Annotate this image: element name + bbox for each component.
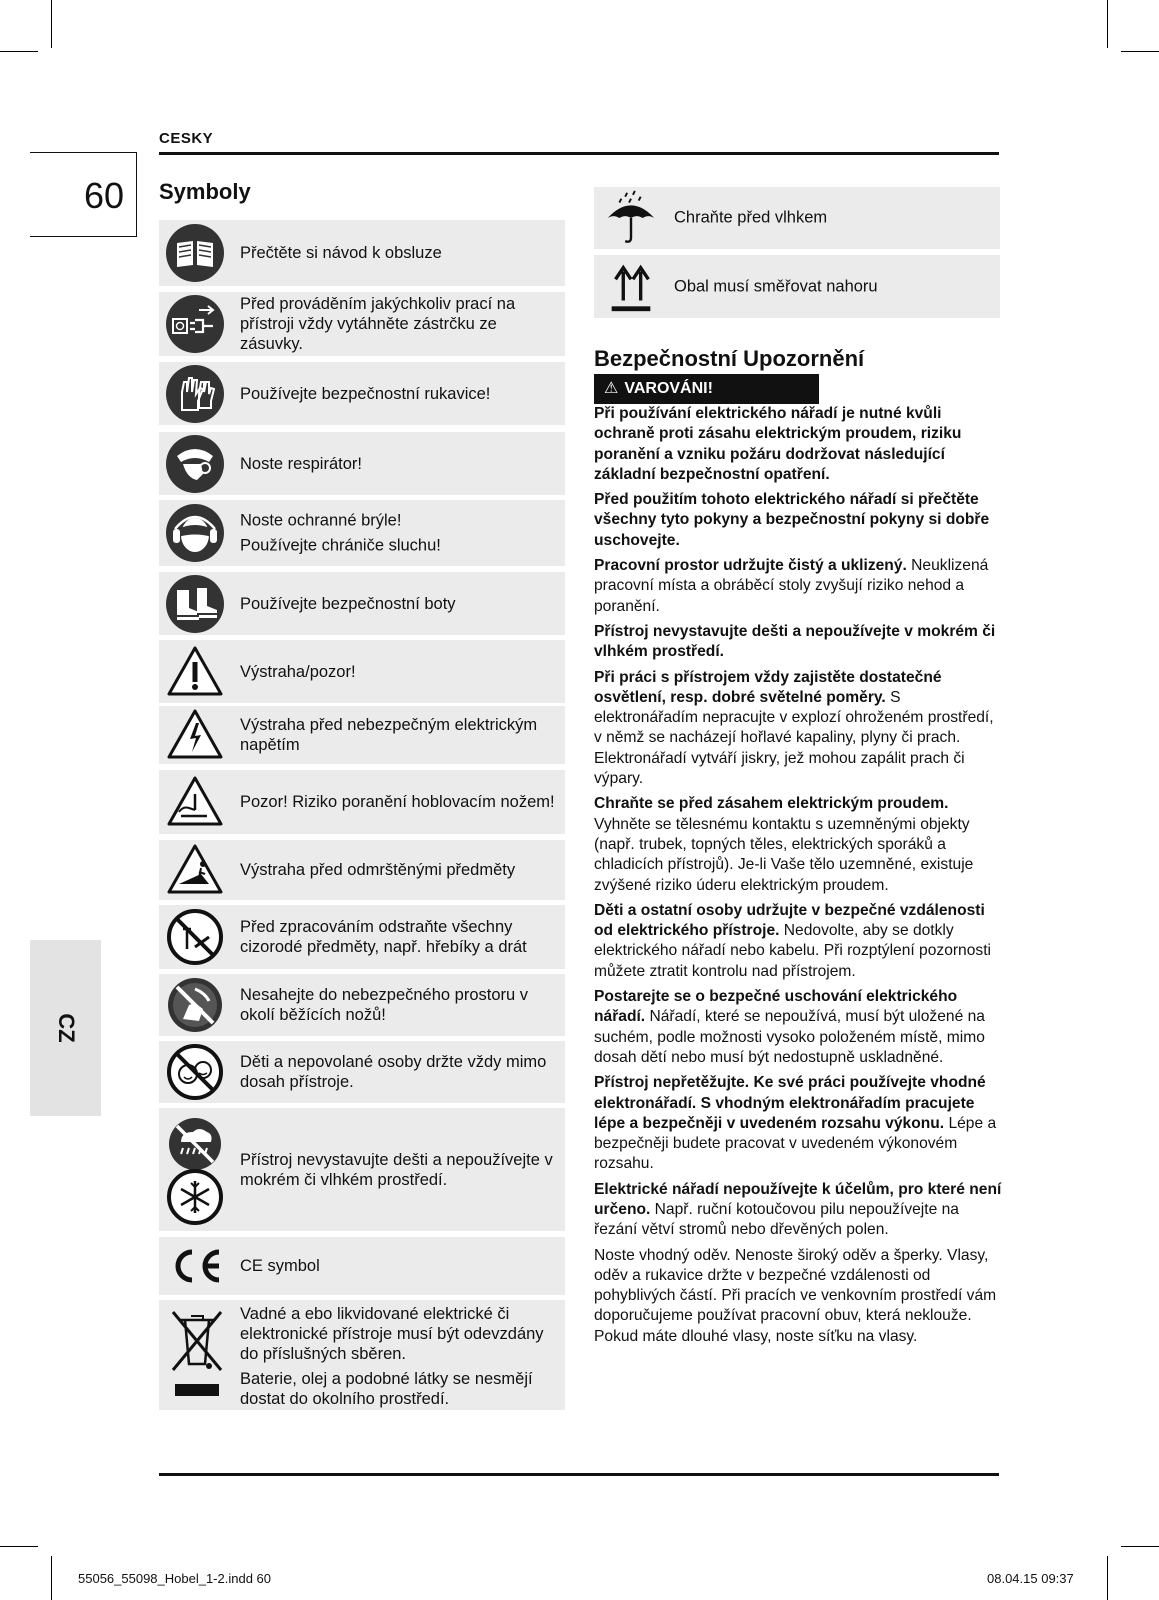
unplug-icon — [165, 294, 225, 354]
crop-mark — [51, 1556, 52, 1600]
symbol-row — [159, 974, 565, 1036]
crop-mark — [0, 51, 38, 52]
safety-text — [594, 404, 1004, 1352]
symbol-text: Výstraha před odmrštěnými předměty — [240, 861, 516, 879]
no-rain-icon — [165, 1114, 225, 1174]
this-side-up-icon — [602, 258, 660, 316]
symbol-row — [159, 572, 565, 635]
safety-paragraph: Děti a ostatní osoby udržujte v bezpečné vzdálenosti od elektrického přístroje. Nedovolte, aby se dotkly elektrického nářadí nebo kabelu. Při rozptýlení pozornosti můžete ztratit kontrolu nad přístrojem. — [594, 901, 992, 980]
symbol-text: Obal musí směřovat nahoru — [674, 277, 878, 295]
symbol-text: Nesahejte do nebezpečného prostoru v okolí běžících nožů! — [240, 986, 529, 1024]
symbol-row — [159, 640, 565, 703]
symbol-text: CE symbol — [240, 1257, 320, 1275]
crop-mark — [51, 0, 52, 48]
crop-mark — [0, 1546, 38, 1547]
safety-paragraph: Chraňte se před zásahem elektrickým proudem. Vyhněte se tělesnému kontaktu s uzemněnými objekty (např. trubek, topných těles, elektrických sporáků a chladicích přístrojů). Je-li Vaše tělo uzemněné, existuje zvýšené riziko úderu elektrickým proudem. — [594, 795, 974, 894]
symbol-row — [159, 1300, 565, 1410]
symbol-row — [159, 1237, 565, 1295]
safety-paragraph: Před použitím tohoto elektrického nářadí si přečtěte všechny tyto pokyny a bezpečnostní pokyny si dobře uschovejte. — [594, 491, 990, 549]
symbol-row — [594, 187, 1000, 249]
page-number-box — [30, 152, 137, 237]
symbol-text: Výstraha/pozor! — [240, 662, 356, 681]
weee-bin-icon — [165, 1306, 229, 1402]
symbol-text-line: Noste ochranné brýle! — [240, 511, 402, 530]
symbol-text-line: Používejte chrániče sluchu! — [240, 536, 441, 555]
no-nails-icon — [165, 907, 225, 967]
symbol-row — [159, 706, 565, 764]
symbol-row — [159, 500, 565, 566]
safety-paragraph: Noste vhodný oděv. Nenoste široký oděv a šperky. Vlasy, oděv a rukavice držte v bezpečné vzdálenosti od pohyblivých částí. Při pracích ve venkovním prostředí vám doporučujeme používat pracovní obuv, která neklouže. Pokud máte dlouhé vlasy, noste síťku na vlasy. — [594, 1246, 997, 1345]
symbol-text: Noste respirátor! — [240, 454, 362, 473]
symbol-row — [159, 905, 565, 969]
warning-label: VAROVÁNI! — [624, 380, 713, 397]
symbol-text: Před prováděním jakýchkoliv prací na přístroji vždy vytáhněte zástrčku ze zásuvky. — [240, 295, 516, 353]
language-side-tab — [30, 940, 101, 1116]
symbol-text — [240, 511, 559, 556]
warning-icon: ⚠ — [604, 380, 619, 397]
keep-children-away-icon — [165, 1042, 225, 1102]
safety-paragraph: Pracovní prostor udržujte čistý a uklizený. Neuklizená pracovní místa a obráběcí stoly zvyšují riziko nehod a poranění. — [594, 557, 989, 615]
safety-paragraph: Při používání elektrického nářadí je nutné kvůli ochraně proti zásahu elektrickým proudem, riziku poranění a vzniku požáru dodržovat následující základní bezpečnostní opatření. — [594, 405, 962, 483]
flying-debris-icon — [165, 840, 225, 900]
symbol-row — [159, 840, 565, 900]
symbol-text: Přístroj nevystavujte dešti a nepoužívejte v mokrém či vlhkém prostředí. — [240, 1150, 553, 1189]
top-rule — [159, 152, 999, 155]
symbol-text: Chraňte před vlhkem — [674, 208, 828, 227]
no-frost-icon — [165, 1167, 225, 1227]
safety-paragraph: Přístroj nepřetěžujte. Ke své práci používejte vhodné elektronářadí. S vhodným elektronářadím pracujete lépe a bezpečněji v uvedeném rozsahu výkonu. Lépe a bezpečněji budete pracovat v uvedeném výkonovém rozsahu. — [594, 1074, 997, 1173]
page-number: 60 — [83, 175, 124, 216]
umbrella-icon — [602, 189, 660, 247]
respirator-icon — [165, 434, 225, 494]
blade-hazard-icon — [165, 772, 225, 832]
no-hands-icon — [165, 975, 225, 1035]
ce-mark-icon — [165, 1236, 225, 1296]
symbol-text: Před zpracováním odstraňte všechny cizorodé předměty, např. hřebíky a drát — [240, 918, 527, 956]
footer-datetime: 08.04.15 09:37 — [987, 1571, 1074, 1586]
symbol-row — [159, 220, 565, 286]
symbols-title: Symboly — [159, 179, 251, 204]
symbol-row — [159, 292, 565, 356]
bottom-rule — [159, 1473, 999, 1476]
safety-paragraph: Při práci s přístrojem vždy zajistěte dostatečné osvětlení, resp. dobré světelné poměry. S elektronářadím nepracujte v explozí ohroženém prostředí, v němž se nacházejí hořlavé kapaliny, plyny či prach. Elektronářadí vytváří jiskry, jež mohou zapálit prach či výpary. — [594, 668, 994, 788]
safety-paragraph: Postarejte se o bezpečné uschování elektrického nářadí. Nářadí, které se nepoužívá, musí být uložené na suchém, podle možnosti vysoko položeném místě, mimo dosah dětí nebo musí být nedostupně uskladněné. — [594, 988, 985, 1066]
language-side-tab-label: CZ — [53, 1013, 79, 1043]
symbol-text-line: Baterie, olej a podobné látky se nesmějí dostat do okolního prostředí. — [240, 1370, 533, 1408]
crop-mark — [1121, 51, 1159, 52]
warning-icon — [165, 642, 225, 702]
safety-title: Bezpečnostní Upozornění — [594, 346, 865, 371]
symbol-row — [159, 432, 565, 495]
gloves-icon — [165, 364, 225, 424]
symbol-row — [159, 770, 565, 834]
book-icon — [165, 223, 225, 283]
symbol-row — [159, 362, 565, 425]
symbol-text — [240, 1304, 559, 1409]
symbol-row — [159, 1041, 565, 1103]
symbol-row — [594, 255, 1000, 318]
crop-mark — [1107, 1556, 1108, 1600]
symbol-row — [159, 1108, 565, 1231]
symbol-text: Přečtěte si návod k obsluze — [240, 244, 442, 262]
symbol-text: Pozor! Riziko poranění hoblovacím nožem! — [240, 793, 555, 811]
symbol-text-line: Vadné a ebo likvidované elektrické či elektronické přístroje musí být odevzdány do příslušných sběren. — [240, 1305, 544, 1363]
symbol-text: Výstraha před nebezpečným elektrickým napětím — [240, 716, 538, 754]
warning-badge — [594, 374, 819, 404]
language-header: CESKY — [159, 130, 214, 147]
symbol-text: Používejte bezpečnostní rukavice! — [240, 384, 491, 403]
safety-paragraph: Přístroj nevystavujte dešti a nepoužívejte v mokrém či vlhkém prostředí. — [594, 622, 996, 661]
safety-boots-icon — [165, 574, 225, 634]
footer-filename: 55056_55098_Hobel_1-2.indd 60 — [78, 1571, 272, 1586]
safety-paragraph: Elektrické nářadí nepoužívejte k účelům, pro které není určeno. Např. ruční kotoučovou pilu nepoužívejte na řezání větví stromů nebo dřevěných polen. — [594, 1180, 1002, 1239]
symbol-text: Používejte bezpečnostní boty — [240, 594, 456, 613]
symbol-text: Děti a nepovolané osoby držte vždy mimo dosah přístroje. — [240, 1053, 547, 1091]
crop-mark — [1121, 1546, 1159, 1547]
goggles-earmuffs-icon — [165, 503, 225, 563]
electric-hazard-icon — [165, 705, 225, 765]
crop-mark — [1107, 0, 1108, 48]
